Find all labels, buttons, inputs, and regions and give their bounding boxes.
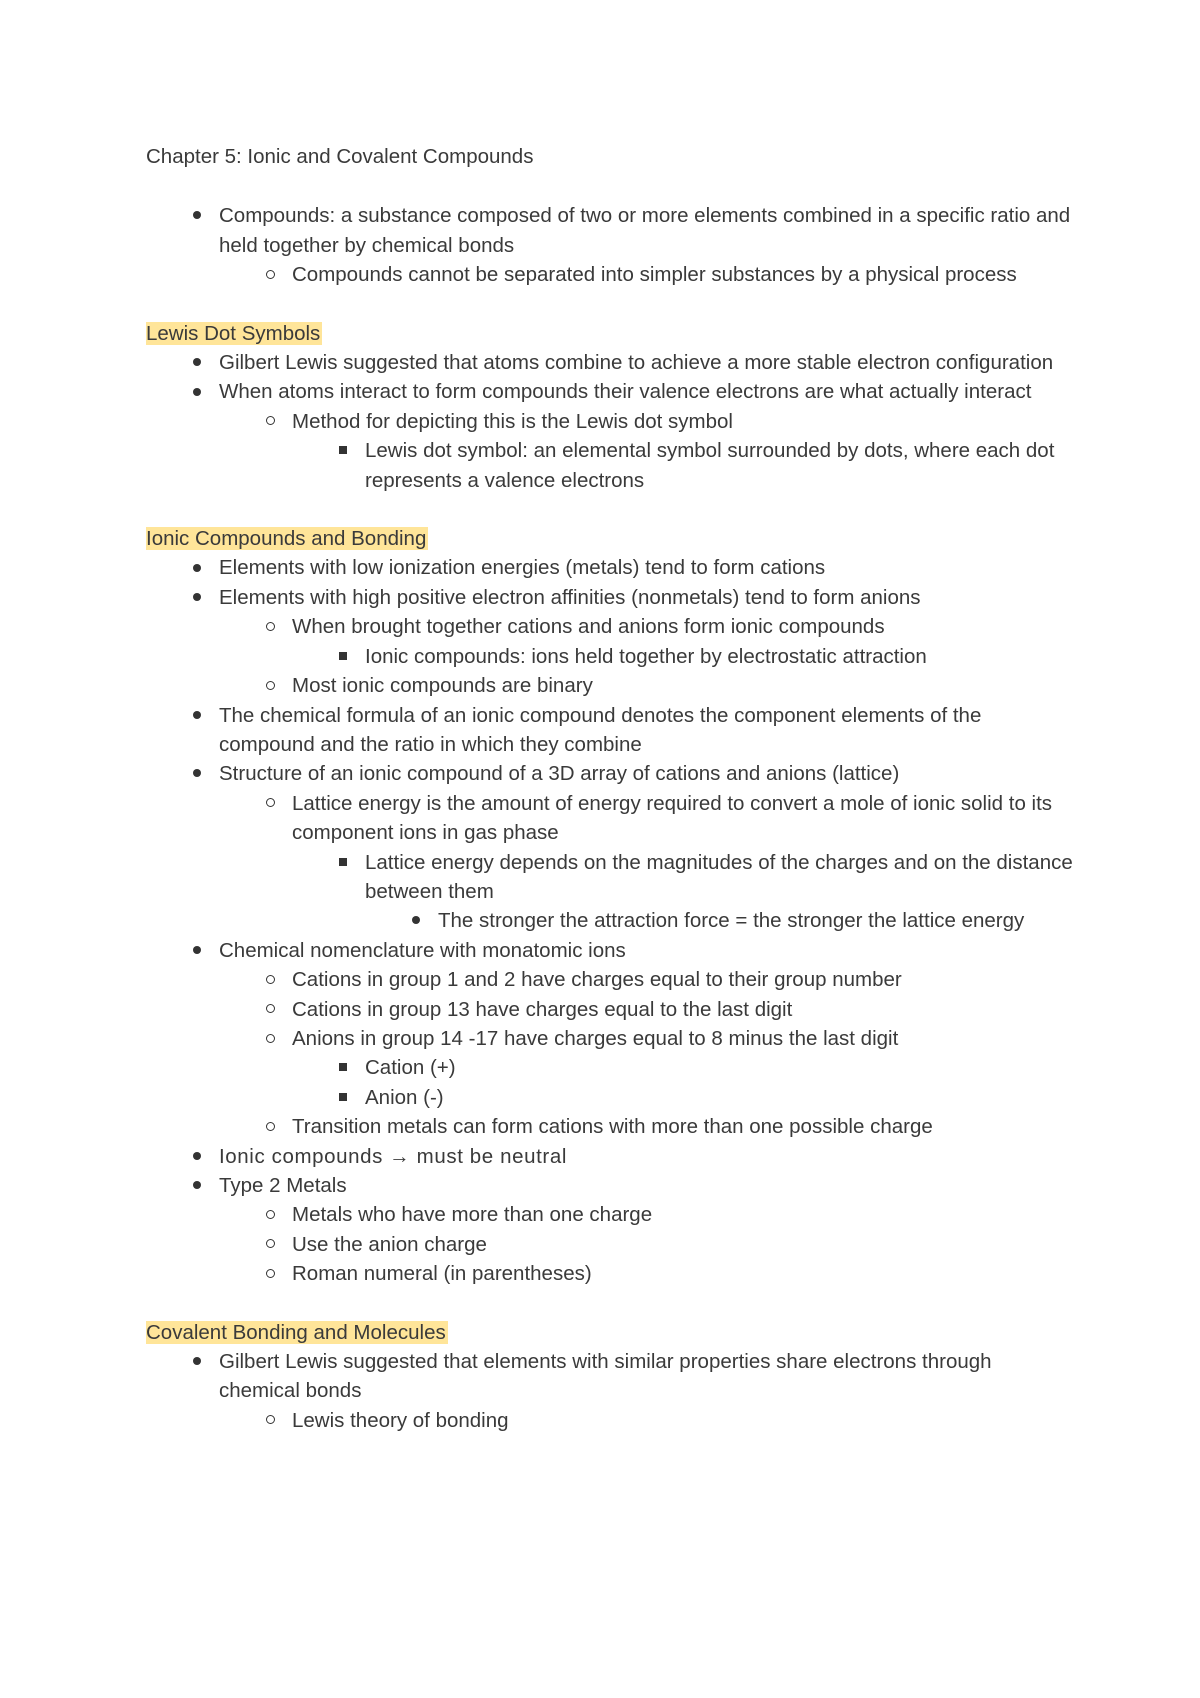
- bullet-circle-icon: [260, 407, 280, 436]
- bullet-circle-icon: [260, 789, 280, 818]
- bullet-dot-icon: [187, 1142, 207, 1171]
- list-item: [146, 701, 1076, 760]
- list-item: [146, 965, 1076, 994]
- list-item: [146, 1259, 1076, 1288]
- section-heading-ionic: [146, 524, 1076, 553]
- list-item-text: Elements with low ionization energies (metals) tend to form cations: [219, 556, 826, 580]
- list-item: [146, 348, 1076, 377]
- bullet-square-icon: [333, 1083, 353, 1112]
- list-item-text: The chemical formula of an ionic compound denotes the component elements of the compound and the ratio in which they combine: [219, 703, 982, 756]
- list-item: [146, 1171, 1076, 1200]
- list-item-text: Elements with high positive electron affinities (nonmetals) tend to form anions: [219, 585, 921, 609]
- list-item-text: Anions in group 14 -17 have charges equal to 8 minus the last digit: [292, 1026, 899, 1050]
- section-heading-lewis: [146, 319, 1076, 348]
- bullet-circle-icon: [260, 1112, 280, 1141]
- list-item: [146, 848, 1076, 907]
- list-item: [146, 1024, 1076, 1053]
- list-item: [146, 436, 1076, 495]
- bullet-dot-icon: [187, 377, 207, 406]
- highlighted-heading: Ionic Compounds and Bonding: [146, 527, 427, 551]
- bullet-circle-icon: [260, 671, 280, 700]
- list-item: [146, 612, 1076, 641]
- list-item-text: Structure of an ionic compound of a 3D array of cations and anions (lattice): [219, 762, 900, 786]
- list-item: [146, 759, 1076, 788]
- list-item-text: Metals who have more than one charge: [292, 1203, 653, 1227]
- list-item-text: Most ionic compounds are binary: [292, 674, 593, 698]
- bullet-dot-icon: [187, 936, 207, 965]
- bullet-dot-icon: [187, 348, 207, 377]
- list-item-text: Lattice energy is the amount of energy required to convert a mole of ionic solid to its component ions in gas phase: [292, 791, 1053, 845]
- bullet-circle-icon: [260, 1230, 280, 1259]
- list-item: [146, 1083, 1076, 1112]
- bullet-dot-icon: [406, 906, 426, 935]
- list-item-text: Gilbert Lewis suggested that atoms combine to achieve a more stable electron configuration: [219, 351, 1054, 375]
- list-item-text: Cation (+): [365, 1056, 456, 1080]
- bullet-dot-icon: [187, 553, 207, 582]
- list-item-text: Gilbert Lewis suggested that elements with similar properties share electrons through chemical bonds: [219, 1350, 992, 1403]
- bullet-dot-icon: [187, 583, 207, 612]
- bullet-square-icon: [333, 436, 353, 465]
- list-item-text: Use the anion charge: [292, 1232, 487, 1256]
- list-item: [146, 1112, 1076, 1141]
- bullet-circle-icon: [260, 965, 280, 994]
- bullet-square-icon: [333, 642, 353, 671]
- list-item-text: Method for depicting this is the Lewis dot symbol: [292, 409, 733, 433]
- list-item-text: Anion (-): [365, 1085, 444, 1109]
- list-item-text: The stronger the attraction force = the stronger the lattice energy: [438, 909, 1025, 933]
- bullet-dot-icon: [187, 1347, 207, 1376]
- list-item-text: Cations in group 13 have charges equal to the last digit: [292, 997, 793, 1021]
- list-item: [146, 377, 1076, 406]
- bullet-circle-icon: [260, 1259, 280, 1288]
- document-body: [146, 142, 1076, 1435]
- list-item-text: Compounds: a substance composed of two or more elements combined in a specific ratio and held together by chemical bonds: [219, 204, 1071, 257]
- highlighted-heading: Covalent Bonding and Molecules: [146, 1320, 446, 1344]
- bullet-circle-icon: [260, 260, 280, 289]
- list-item: [146, 1200, 1076, 1229]
- ionic-list: [146, 553, 1076, 1288]
- bullet-circle-icon: [260, 1200, 280, 1229]
- list-item-text: When atoms interact to form compounds their valence electrons are what actually interact: [219, 380, 1032, 404]
- list-item-text: Chemical nomenclature with monatomic ions: [219, 938, 626, 962]
- bullet-circle-icon: [260, 1024, 280, 1053]
- list-item-text: Ionic compounds → must be neutral: [219, 1144, 567, 1168]
- covalent-list: [146, 1347, 1076, 1435]
- bullet-dot-icon: [187, 701, 207, 730]
- list-item: [146, 260, 1076, 289]
- highlighted-heading: Lewis Dot Symbols: [146, 321, 321, 345]
- list-item: [146, 1347, 1076, 1406]
- list-item-text: When brought together cations and anions form ionic compounds: [292, 615, 885, 639]
- list-item: [146, 583, 1076, 612]
- list-item: [146, 642, 1076, 671]
- list-item: [146, 1053, 1076, 1082]
- list-item: [146, 995, 1076, 1024]
- list-item-text: Ionic compounds: ions held together by electrostatic attraction: [365, 644, 927, 668]
- bullet-circle-icon: [260, 612, 280, 641]
- bullet-dot-icon: [187, 1171, 207, 1200]
- list-item-text: Lewis dot symbol: an elemental symbol surrounded by dots, where each dot represents a valence electrons: [365, 439, 1055, 492]
- list-item: [146, 906, 1076, 935]
- section-heading-covalent: [146, 1318, 1076, 1347]
- list-item: [146, 789, 1076, 848]
- list-item: [146, 1230, 1076, 1259]
- bullet-dot-icon: [187, 201, 207, 230]
- bullet-dot-icon: [187, 759, 207, 788]
- bullet-square-icon: [333, 1053, 353, 1082]
- intro-list: [146, 201, 1076, 289]
- lewis-list: [146, 348, 1076, 495]
- list-item: [146, 201, 1076, 260]
- list-item-text: Cations in group 1 and 2 have charges equal to their group number: [292, 968, 902, 992]
- list-item: [146, 936, 1076, 965]
- bullet-circle-icon: [260, 1406, 280, 1435]
- list-item: [146, 671, 1076, 700]
- bullet-square-icon: [333, 848, 353, 877]
- bullet-circle-icon: [260, 995, 280, 1024]
- list-item-text: Lattice energy depends on the magnitudes of the charges and on the distance between them: [365, 850, 1073, 903]
- list-item-text: Transition metals can form cations with more than one possible charge: [292, 1115, 933, 1139]
- list-item: [146, 1406, 1076, 1435]
- list-item: [146, 407, 1076, 436]
- list-item-text: Roman numeral (in parentheses): [292, 1262, 592, 1286]
- list-item-text: Type 2 Metals: [219, 1174, 347, 1197]
- list-item: [146, 1142, 1076, 1171]
- list-item-text: Compounds cannot be separated into simpler substances by a physical process: [292, 263, 1017, 287]
- document-title: Chapter 5: Ionic and Covalent Compounds: [146, 145, 534, 168]
- list-item-text: Lewis theory of bonding: [292, 1408, 509, 1432]
- list-item: [146, 553, 1076, 582]
